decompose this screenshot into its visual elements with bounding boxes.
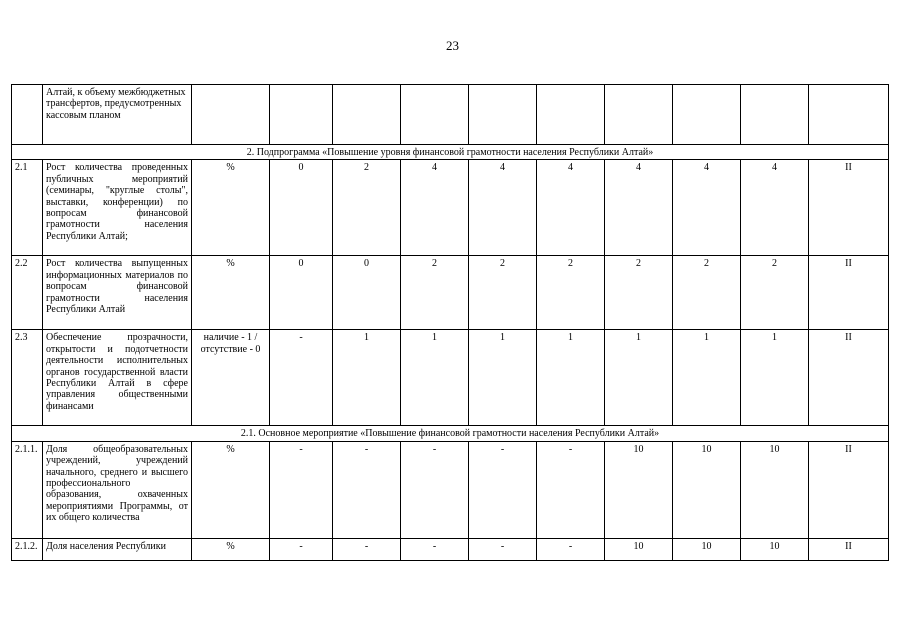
value-cell: 2 (605, 256, 673, 330)
value-cell: - (270, 538, 333, 560)
value-cell: 1 (741, 330, 809, 426)
value-cell: - (333, 538, 401, 560)
value-cell: - (537, 538, 605, 560)
value-cell: 0 (333, 256, 401, 330)
value-cell: - (333, 441, 401, 538)
value-cell: 10 (741, 538, 809, 560)
value-cell: 4 (537, 160, 605, 256)
table-body (12, 85, 889, 561)
section-heading: 2.1. Основное мероприятие «Повышение финансовой грамотности населения Республики Алтай» (240, 428, 660, 440)
row-number-cell (12, 85, 43, 145)
indicators-table (11, 84, 889, 561)
value-cell (605, 85, 673, 145)
value-cell (537, 85, 605, 145)
table-row (12, 538, 889, 560)
table-row (12, 330, 889, 426)
value-cell: 4 (741, 160, 809, 256)
value-cell (469, 85, 537, 145)
value-cell (673, 85, 741, 145)
unit-cell: % (192, 160, 270, 256)
unit-cell: наличие - 1 / отсутствие - 0 (192, 330, 270, 426)
value-cell: 1 (605, 330, 673, 426)
unit-cell: % (192, 538, 270, 560)
value-cell (401, 85, 469, 145)
section-heading-cell (12, 426, 889, 441)
page-number: 23 (446, 38, 459, 53)
type-cell: II (809, 160, 889, 256)
value-cell: 1 (537, 330, 605, 426)
type-cell: II (809, 538, 889, 560)
value-cell: 10 (605, 441, 673, 538)
value-cell: 10 (605, 538, 673, 560)
indicator-name-cell: Доля населения Республики (43, 538, 192, 560)
row-number-cell: 2.1 (12, 160, 43, 256)
value-cell: 10 (741, 441, 809, 538)
value-cell: 2 (741, 256, 809, 330)
row-number-cell: 2.3 (12, 330, 43, 426)
value-cell (741, 85, 809, 145)
value-cell: 4 (673, 160, 741, 256)
value-cell: - (469, 538, 537, 560)
value-cell: - (270, 330, 333, 426)
value-cell: 2 (469, 256, 537, 330)
indicator-name-cell: Рост количества проведенных публичных мероприятий (семинары, "круглые столы", выставки, конференции) по вопросам финансовой грамотности населения Республики Алтай; (43, 160, 192, 256)
row-number-cell: 2.1.1. (12, 441, 43, 538)
type-cell (809, 85, 889, 145)
value-cell: 2 (673, 256, 741, 330)
value-cell: 1 (673, 330, 741, 426)
value-cell: 4 (605, 160, 673, 256)
row-number-cell: 2.2 (12, 256, 43, 330)
value-cell: 10 (673, 538, 741, 560)
section-heading-cell (12, 145, 889, 160)
value-cell (333, 85, 401, 145)
value-cell: 10 (673, 441, 741, 538)
value-cell: 2 (333, 160, 401, 256)
section-heading: 2. Подпрограмма «Повышение уровня финансовой грамотности населения Республики Алтай» (246, 147, 654, 158)
unit-cell (192, 85, 270, 145)
value-cell: 1 (469, 330, 537, 426)
section-row-subprogram (12, 145, 889, 160)
table-row (12, 160, 889, 256)
value-cell: 4 (401, 160, 469, 256)
indicator-name-cell: Доля общеобразовательных учреждений, учреждений начального, среднего и высшего профессионального образования, охваченных мероприятиями Программы, от их общего количества (43, 441, 192, 538)
unit-cell: % (192, 441, 270, 538)
value-cell: 2 (401, 256, 469, 330)
value-cell: 0 (270, 160, 333, 256)
value-cell (270, 85, 333, 145)
table-row (12, 256, 889, 330)
type-cell: II (809, 330, 889, 426)
section-row-main-event (12, 426, 889, 441)
table-row (12, 441, 889, 538)
value-cell: 1 (333, 330, 401, 426)
type-cell: II (809, 256, 889, 330)
unit-cell: % (192, 256, 270, 330)
table-row-continuation (12, 85, 889, 145)
indicator-name-cell: Обеспечение прозрачности, открытости и подотчетности деятельности исполнительных органов государственной власти Республики Алтай в сфере управления общественными финансами (43, 330, 192, 426)
value-cell: 4 (469, 160, 537, 256)
indicator-name-cell: Рост количества выпущенных информационных материалов по вопросам финансовой грамотности населения Республики Алтай (43, 256, 192, 330)
indicator-name-cell: Алтай, к объему межбюджетных трансфертов, предусмотренных кассовым планом (43, 85, 192, 145)
value-cell: - (401, 538, 469, 560)
value-cell: 2 (537, 256, 605, 330)
type-cell: II (809, 441, 889, 538)
value-cell: 0 (270, 256, 333, 330)
value-cell: - (270, 441, 333, 538)
value-cell: - (537, 441, 605, 538)
row-number-cell: 2.1.2. (12, 538, 43, 560)
value-cell: - (401, 441, 469, 538)
value-cell: 1 (401, 330, 469, 426)
value-cell: - (469, 441, 537, 538)
